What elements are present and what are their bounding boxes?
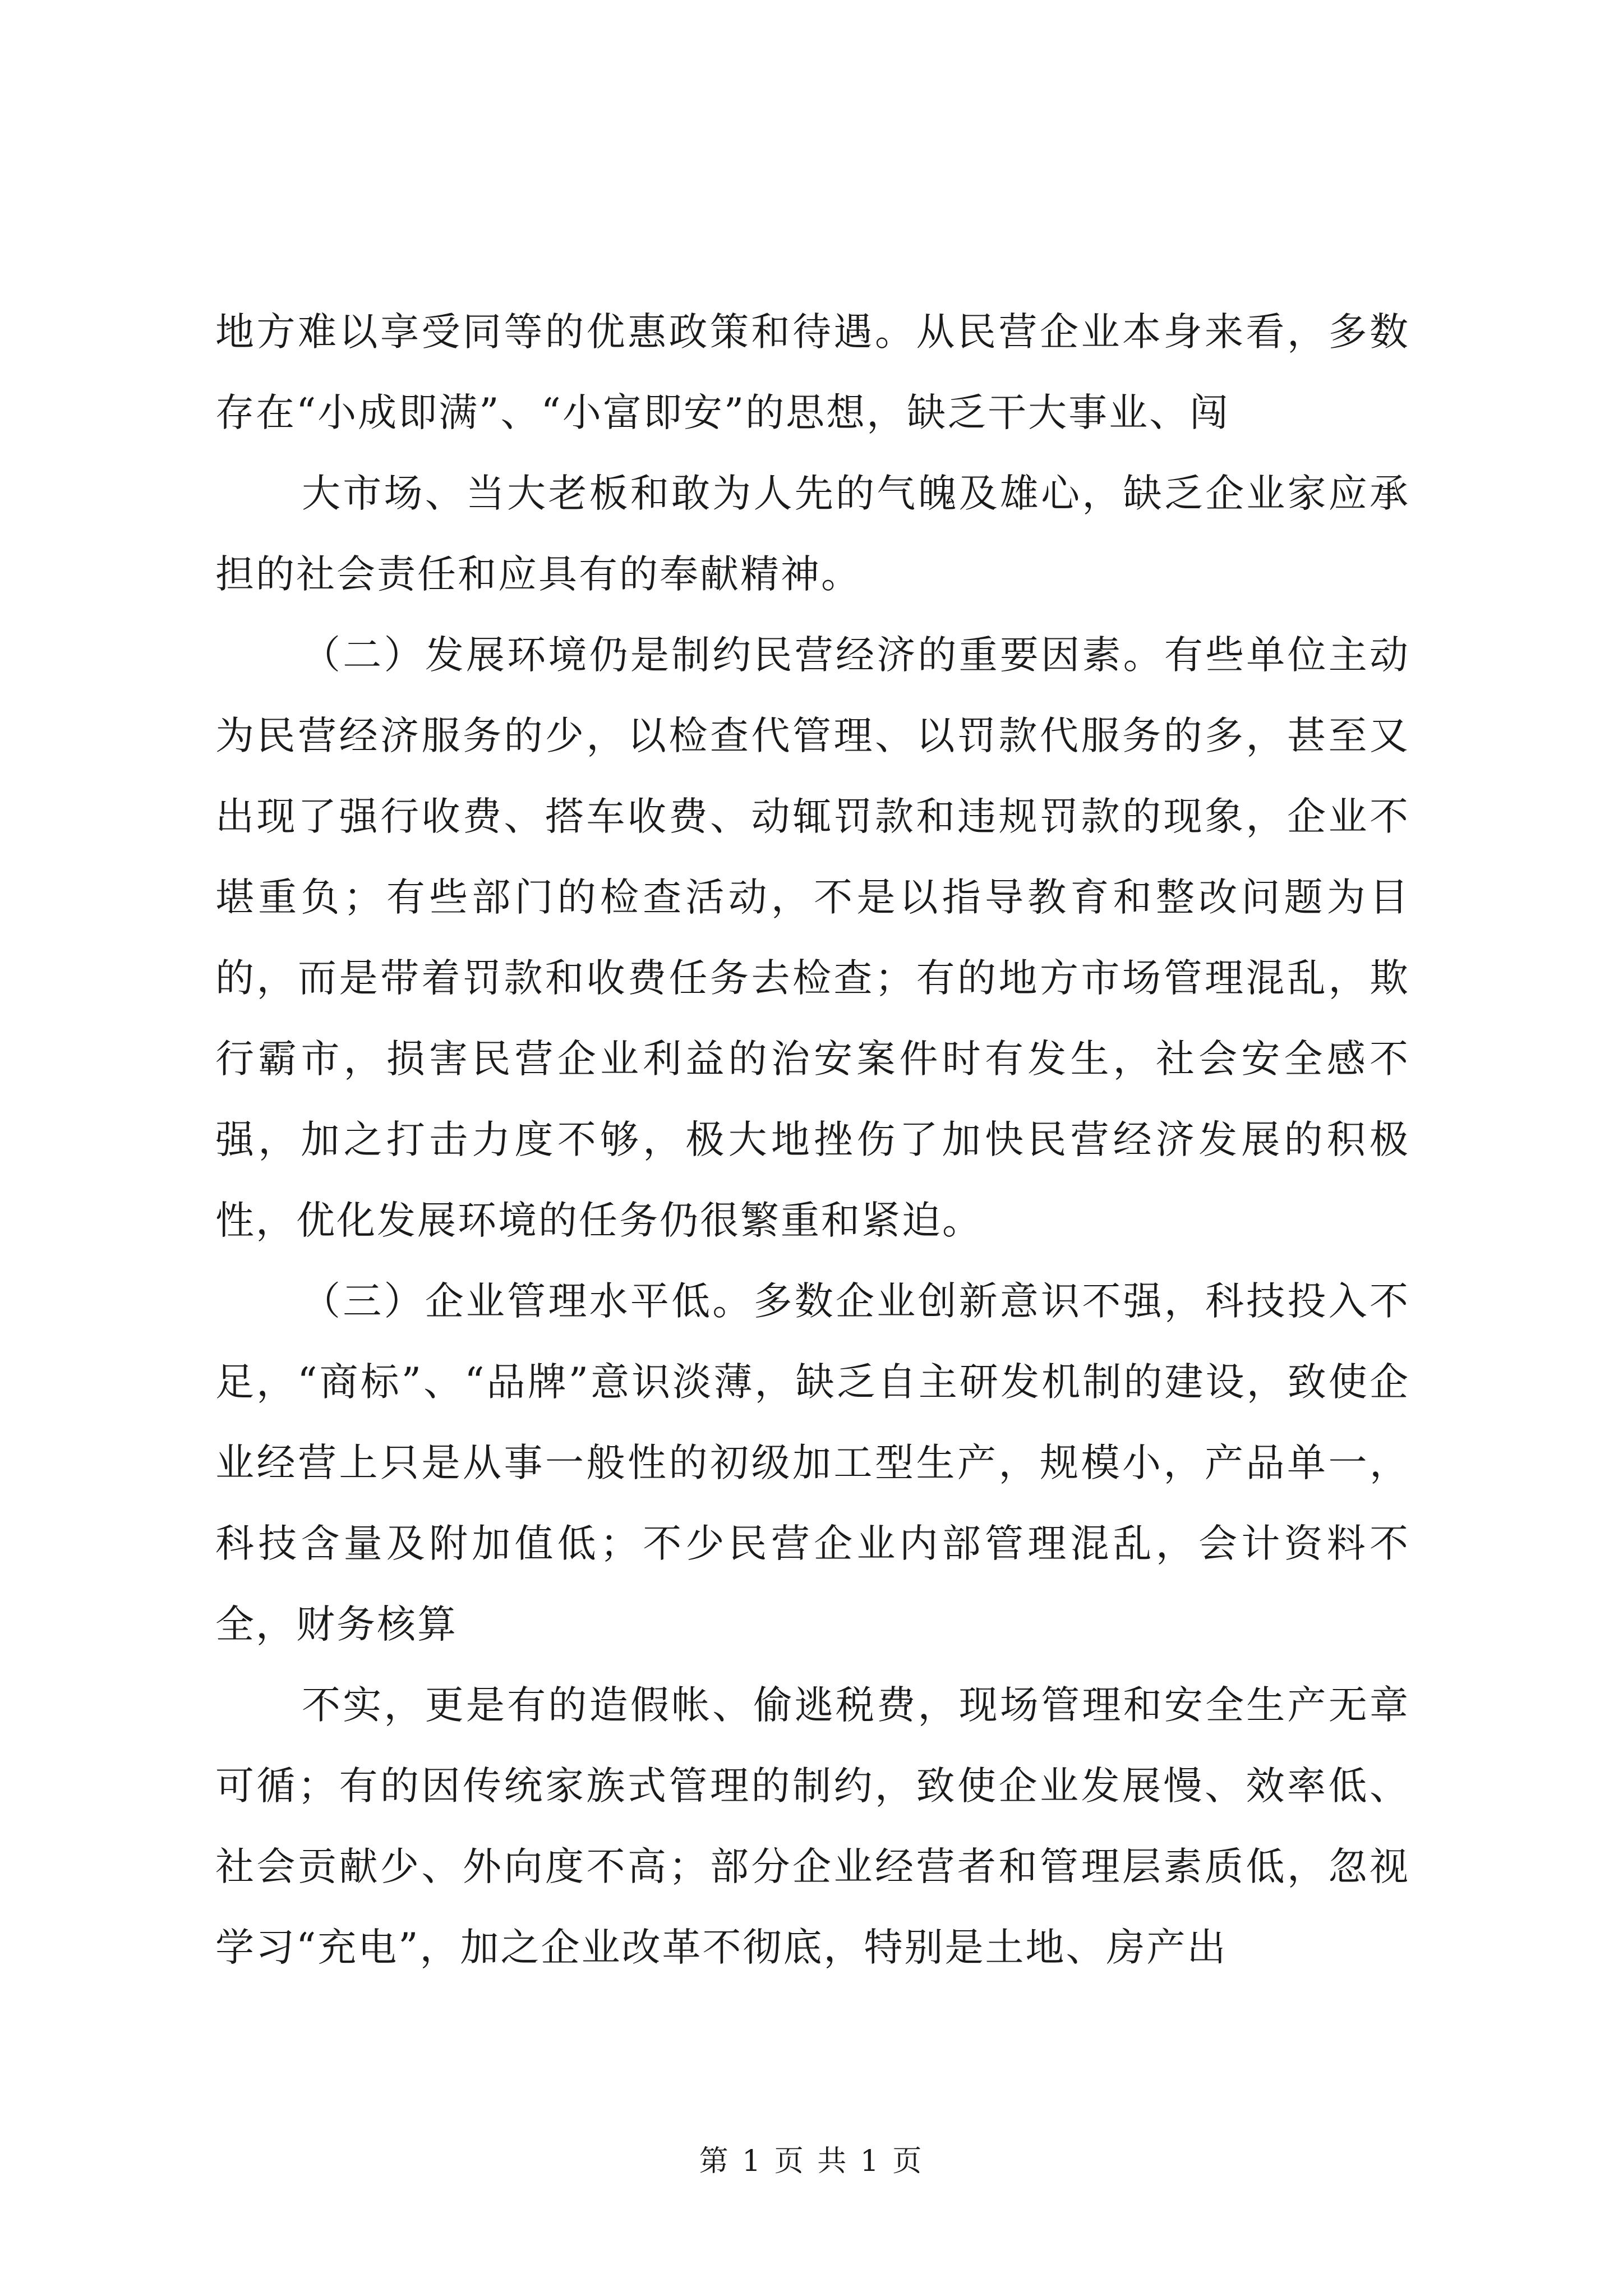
document-body [215, 292, 1410, 1988]
paragraph-continuation-3: 不实，更是有的造假帐、偷逃税费，现场管理和安全生产无章可循；有的因传统家族式管理的制约，致使企业发展慢、效率低、社会贡献少、外向度不高；部分企业经营者和管理层素质低，忽视学习“充电”，加之企业改革不彻底，特别是土地、房产出 [215, 1683, 1410, 1970]
paragraph-continuation-2: 大市场、当大老板和敢为人先的气魄及雄心，缺乏企业家应承担的社会责任和应具有的奉献精神。 [215, 471, 1410, 597]
paragraph-continuation: 地方难以享受同等的优惠政策和待遇。从民营企业本身来看，多数存在“小成即满”、“小富即安”的思想，缺乏干大事业、闯 [215, 310, 1410, 435]
paragraph-section-2: （二）发展环境仍是制约民营经济的重要因素。有些单位主动为民营经济服务的少，以检查代管理、以罚款代服务的多，甚至又出现了强行收费、搭车收费、动辄罚款和违规罚款的现象，企业不堪重负；有些部门的检查活动，不是以指导教育和整改问题为目的，而是带着罚款和收费任务去检查；有的地方市场管理混乱，欺行霸市，损害民营企业利益的治安案件时有发生，社会安全感不强，加之打击力度不够，极大地挫伤了加快民营经济发展的积极性，优化发展环境的任务仍很繁重和紧迫。 [215, 633, 1410, 1243]
paragraph-section-3: （三）企业管理水平低。多数企业创新意识不强，科技投入不足，“商标”、“品牌”意识淡薄，缺乏自主研发机制的建设，致使企业经营上只是从事一般性的初级加工型生产，规模小，产品单一，科技含量及附加值低；不少民营企业内部管理混乱，会计资料不全，财务核算 [215, 1279, 1410, 1647]
page-footer: 第 1 页 共 1 页 [699, 2145, 924, 2178]
